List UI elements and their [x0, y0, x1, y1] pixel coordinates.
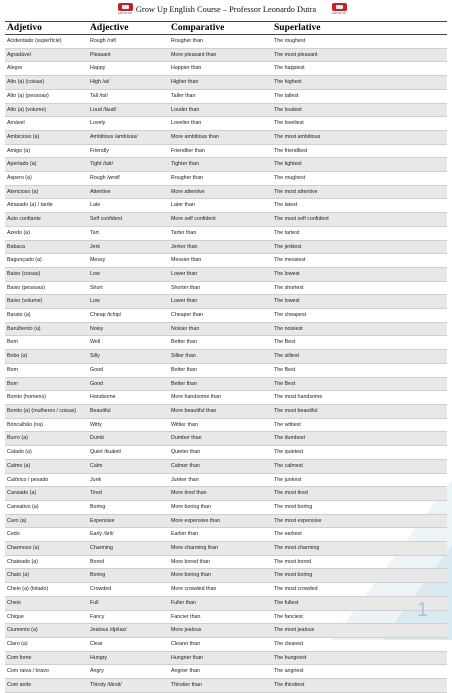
table-row: [5, 500, 447, 514]
comparative-cell: Angrier than: [169, 665, 272, 679]
adjective-cell: Noisy: [88, 322, 169, 336]
comparative-cell: Friendlier than: [169, 144, 272, 158]
comparative-cell: More self confident: [169, 213, 272, 227]
adjetivo-cell: Atrasado (a) / tarde: [5, 199, 88, 213]
adjetivo-cell: Ambicioso (a): [5, 130, 88, 144]
table-row: [5, 35, 447, 49]
comparative-cell: Taller than: [169, 89, 272, 103]
superlative-cell: The cheapest: [272, 309, 447, 323]
table-row: [5, 528, 447, 542]
adjective-cell: Boring: [88, 569, 169, 583]
comparative-cell: Rougher than: [169, 172, 272, 186]
comparative-cell: Cheaper than: [169, 309, 272, 323]
superlative-cell: The loveliest: [272, 117, 447, 131]
adjetivo-cell: Chateado (a): [5, 555, 88, 569]
superlative-cell: The tightest: [272, 158, 447, 172]
superlative-cell: The most pleasant: [272, 48, 447, 62]
adjective-cell: Witty: [88, 418, 169, 432]
comparative-cell: Fuller than: [169, 596, 272, 610]
comparative-cell: More tired than: [169, 487, 272, 501]
adjective-cell: Cheap /tchip/: [88, 309, 169, 323]
comparative-cell: Better than: [169, 377, 272, 391]
superlative-cell: The fullest: [272, 596, 447, 610]
adjetivo-cell: Alto (a) (pessoas): [5, 89, 88, 103]
adjective-cell: Jealous /djélas/: [88, 624, 169, 638]
adjective-cell: Tired: [88, 487, 169, 501]
superlative-cell: The lowest: [272, 295, 447, 309]
comparative-cell: Shorter than: [169, 281, 272, 295]
adjective-cell: Fancy: [88, 610, 169, 624]
adjetivo-cell: Cansado (a): [5, 487, 88, 501]
comparative-cell: Tighter than: [169, 158, 272, 172]
superlative-cell: The noisiest: [272, 322, 447, 336]
table-row: [5, 350, 447, 364]
superlative-cell: The most tired: [272, 487, 447, 501]
adjective-cell: Tight /tait/: [88, 158, 169, 172]
adjetivo-cell: Claro (a): [5, 637, 88, 651]
adjetivo-cell: Baixo (coisas): [5, 267, 88, 281]
adjective-cell: Thirsty /târsti/: [88, 679, 169, 693]
superlative-cell: The most beautiful: [272, 404, 447, 418]
adjetivo-cell: Cansativo (a): [5, 500, 88, 514]
column-header-comparative: Comparative: [169, 22, 272, 35]
adjetivo-cell: Amigo (a): [5, 144, 88, 158]
page-number: 1: [416, 599, 428, 621]
table-row: [5, 130, 447, 144]
table-row: [5, 610, 447, 624]
adjetivo-cell: Brincalhão (na): [5, 418, 88, 432]
superlative-cell: The jerkiest: [272, 240, 447, 254]
table-row: [5, 89, 447, 103]
table-row: [5, 651, 447, 665]
table-row: [5, 446, 447, 460]
superlative-cell: The loudest: [272, 103, 447, 117]
adjetivo-cell: Chique: [5, 610, 88, 624]
superlative-cell: The most jealous: [272, 624, 447, 638]
superlative-cell: The most boring: [272, 569, 447, 583]
table-row: [5, 637, 447, 651]
table-header-row: [5, 22, 447, 35]
adjective-cell: Happy: [88, 62, 169, 76]
adjetivo-cell: Cheio (a) (lotado): [5, 583, 88, 597]
superlative-cell: The earliest: [272, 528, 447, 542]
comparative-cell: More expensive than: [169, 514, 272, 528]
table-row: [5, 569, 447, 583]
superlative-cell: The tallest: [272, 89, 447, 103]
table-row: [5, 418, 447, 432]
comparative-cell: Junker than: [169, 473, 272, 487]
comparative-cell: Quieter than: [169, 446, 272, 460]
comparative-cell: Earlier than: [169, 528, 272, 542]
adjetivo-cell: Alto (a) (coisas): [5, 76, 88, 90]
adjective-cell: Clear: [88, 637, 169, 651]
adjective-cell: Full: [88, 596, 169, 610]
comparative-cell: Better than: [169, 363, 272, 377]
table-row: [5, 514, 447, 528]
adjective-cell: Angry: [88, 665, 169, 679]
adjetivo-cell: Charmoso (a): [5, 542, 88, 556]
adjective-cell: Tart: [88, 226, 169, 240]
adjective-cell: Jerk: [88, 240, 169, 254]
comparative-cell: Calmer than: [169, 459, 272, 473]
adjective-cell: Attentive: [88, 185, 169, 199]
adjective-cell: Junk: [88, 473, 169, 487]
superlative-cell: The highest: [272, 76, 447, 90]
adjetivo-cell: Bom: [5, 377, 88, 391]
table-row: [5, 185, 447, 199]
table-row: [5, 459, 447, 473]
table-row: [5, 583, 447, 597]
adjetivo-cell: Com sede: [5, 679, 88, 693]
comparative-cell: Lower than: [169, 267, 272, 281]
column-header-adjective: Adjective: [88, 22, 169, 35]
column-header-adjetivo: Adjetivo: [5, 22, 88, 35]
superlative-cell: The Best: [272, 377, 447, 391]
superlative-cell: The messiest: [272, 254, 447, 268]
adjective-cell: Self confident: [88, 213, 169, 227]
header-title: Grow Up English Course – Professor Leonardo Dutra: [135, 5, 317, 14]
adjective-cell: Late: [88, 199, 169, 213]
superlative-cell: The most boring: [272, 500, 447, 514]
superlative-cell: The clearest: [272, 637, 447, 651]
adjective-cell: Low: [88, 267, 169, 281]
table-row: [5, 267, 447, 281]
adjetivo-cell: Alegre: [5, 62, 88, 76]
comparative-cell: More beautiful than: [169, 404, 272, 418]
superlative-cell: The most ambitious: [272, 130, 447, 144]
flag-icon: [332, 3, 347, 11]
adjetivo-cell: Baixo (pessoas): [5, 281, 88, 295]
superlative-cell: The silliest: [272, 350, 447, 364]
adjective-cell: Rough /rəf/: [88, 35, 169, 49]
table-row: [5, 473, 447, 487]
table-row: [5, 172, 447, 186]
comparative-cell: More crowded than: [169, 583, 272, 597]
comparative-cell: More boring than: [169, 500, 272, 514]
adjetivo-cell: Ciumento (a): [5, 624, 88, 638]
superlative-cell: The happiest: [272, 62, 447, 76]
adjetivo-cell: Calado (a): [5, 446, 88, 460]
superlative-cell: The most self confident: [272, 213, 447, 227]
comparative-cell: More charming than: [169, 542, 272, 556]
adjetivo-cell: Bem: [5, 336, 88, 350]
table-body: [5, 35, 447, 693]
superlative-cell: The shortest: [272, 281, 447, 295]
comparative-cell: More bored than: [169, 555, 272, 569]
table-row: [5, 158, 447, 172]
table-row: [5, 103, 447, 117]
superlative-cell: The lowest: [272, 267, 447, 281]
table-row: [5, 62, 447, 76]
adjetivo-cell: Amável: [5, 117, 88, 131]
comparative-cell: Thirstier than: [169, 679, 272, 693]
adjetivo-cell: Agradável: [5, 48, 88, 62]
comparative-cell: Tarter than: [169, 226, 272, 240]
superlative-cell: The most handsome: [272, 391, 447, 405]
table-row: [5, 404, 447, 418]
superlative-cell: The fanciest: [272, 610, 447, 624]
adjetivo-cell: Azedo (a): [5, 226, 88, 240]
adjective-cell: Short: [88, 281, 169, 295]
table-row: [5, 254, 447, 268]
adjetivo-cell: Bom: [5, 363, 88, 377]
adjetivo-cell: Chato (a): [5, 569, 88, 583]
logo-caption-left: GROW UP: [117, 11, 133, 15]
table-row: [5, 391, 447, 405]
comparative-cell: Later than: [169, 199, 272, 213]
adjective-cell: Lovely: [88, 117, 169, 131]
comparative-cell: More attentive: [169, 185, 272, 199]
table-row: [5, 336, 447, 350]
table-row: [5, 117, 447, 131]
comparative-cell: Lovelier than: [169, 117, 272, 131]
superlative-cell: The most attentive: [272, 185, 447, 199]
table-row: [5, 144, 447, 158]
adjetivo-cell: Com fome: [5, 651, 88, 665]
table-row: [5, 363, 447, 377]
table-row: [5, 679, 447, 693]
logo-caption-right: GROW UP: [331, 11, 347, 15]
adjective-cell: Beautiful: [88, 404, 169, 418]
adjetivo-cell: Calórico / pesado: [5, 473, 88, 487]
adjective-cell: Tall /tol/: [88, 89, 169, 103]
adjetivo-cell: Acidentado (superfície): [5, 35, 88, 49]
comparative-cell: Dumber than: [169, 432, 272, 446]
adjective-cell: Hungry: [88, 651, 169, 665]
superlative-cell: The friendliest: [272, 144, 447, 158]
table-row: [5, 213, 447, 227]
adjetivo-cell: Caro (a): [5, 514, 88, 528]
superlative-cell: The most expensive: [272, 514, 447, 528]
adjetivo-cell: Áspero (a): [5, 172, 88, 186]
adjective-cell: Dumb: [88, 432, 169, 446]
superlative-cell: The most crowded: [272, 583, 447, 597]
table-row: [5, 48, 447, 62]
superlative-cell: The most bored: [272, 555, 447, 569]
table-row: [5, 240, 447, 254]
table-row: [5, 555, 447, 569]
adjective-cell: High /ai/: [88, 76, 169, 90]
comparative-cell: More pleasant than: [169, 48, 272, 62]
table-row: [5, 542, 447, 556]
comparative-cell: Fancier than: [169, 610, 272, 624]
table-row: [5, 665, 447, 679]
adjetivo-cell: Babaca: [5, 240, 88, 254]
adjectives-table-container: [5, 21, 447, 693]
adjetivo-cell: Barulhento (a): [5, 322, 88, 336]
adjective-cell: Quiet /kuáiet/: [88, 446, 169, 460]
table-row: [5, 295, 447, 309]
adjetivo-cell: Com raiva / bravo: [5, 665, 88, 679]
adjective-cell: Well: [88, 336, 169, 350]
superlative-cell: The angriest: [272, 665, 447, 679]
superlative-cell: The wittiest: [272, 418, 447, 432]
superlative-cell: The roughest: [272, 172, 447, 186]
adjective-cell: Pleasant: [88, 48, 169, 62]
column-header-superlative: Superlative: [272, 22, 447, 35]
comparative-cell: More boring than: [169, 569, 272, 583]
table-row: [5, 377, 447, 391]
comparative-cell: Rougher than: [169, 35, 272, 49]
comparative-cell: Higher than: [169, 76, 272, 90]
comparative-cell: Better than: [169, 336, 272, 350]
table-row: [5, 199, 447, 213]
comparative-cell: Noisier than: [169, 322, 272, 336]
table-row: [5, 309, 447, 323]
superlative-cell: The most charming: [272, 542, 447, 556]
adjective-cell: Calm: [88, 459, 169, 473]
adjetivo-cell: Cheio: [5, 596, 88, 610]
school-logo-right: [331, 3, 347, 17]
comparative-cell: Happier than: [169, 62, 272, 76]
table-row: [5, 226, 447, 240]
superlative-cell: The calmest: [272, 459, 447, 473]
adjetivo-cell: Bonito (homens): [5, 391, 88, 405]
comparative-cell: More handsome than: [169, 391, 272, 405]
superlative-cell: The quietest: [272, 446, 447, 460]
comparative-cell: Hungrier than: [169, 651, 272, 665]
superlative-cell: The hungriest: [272, 651, 447, 665]
adjetivo-cell: Auto confiante: [5, 213, 88, 227]
adjective-cell: Charming: [88, 542, 169, 556]
table-row: [5, 76, 447, 90]
adjective-cell: Bored: [88, 555, 169, 569]
table-row: [5, 624, 447, 638]
superlative-cell: The roughest: [272, 35, 447, 49]
table-row: [5, 281, 447, 295]
adjetivo-cell: Baixo (volume): [5, 295, 88, 309]
comparative-cell: Wittier than: [169, 418, 272, 432]
adjective-cell: Loud /láud/: [88, 103, 169, 117]
adjetivo-cell: Bobo (a): [5, 350, 88, 364]
table-row: [5, 596, 447, 610]
adjective-cell: Messy: [88, 254, 169, 268]
adjective-cell: Rough /wrəf/: [88, 172, 169, 186]
adjective-cell: Early /ârli/: [88, 528, 169, 542]
adjective-cell: Ambitious /ambíxas/: [88, 130, 169, 144]
adjective-cell: Expensive: [88, 514, 169, 528]
comparative-cell: Louder than: [169, 103, 272, 117]
adjective-cell: Friendly: [88, 144, 169, 158]
adjective-cell: Crowded: [88, 583, 169, 597]
adjetivo-cell: Atencioso (a): [5, 185, 88, 199]
comparative-cell: Lower than: [169, 295, 272, 309]
adjectives-table: [5, 21, 447, 693]
adjetivo-cell: Burro (a): [5, 432, 88, 446]
adjective-cell: Silly: [88, 350, 169, 364]
adjetivo-cell: Barato (a): [5, 309, 88, 323]
adjetivo-cell: Cedo: [5, 528, 88, 542]
comparative-cell: More ambitious than: [169, 130, 272, 144]
comparative-cell: Messier than: [169, 254, 272, 268]
comparative-cell: More jealous: [169, 624, 272, 638]
adjetivo-cell: Alto (a) (volume): [5, 103, 88, 117]
adjective-cell: Handsome: [88, 391, 169, 405]
adjective-cell: Good: [88, 377, 169, 391]
superlative-cell: The dumbest: [272, 432, 447, 446]
adjetivo-cell: Apertado (a): [5, 158, 88, 172]
superlative-cell: The latest: [272, 199, 447, 213]
table-row: [5, 432, 447, 446]
table-row: [5, 322, 447, 336]
table-row: [5, 487, 447, 501]
adjetivo-cell: Calmo (a): [5, 459, 88, 473]
adjective-cell: Boring: [88, 500, 169, 514]
comparative-cell: Sillier than: [169, 350, 272, 364]
superlative-cell: The Best: [272, 336, 447, 350]
superlative-cell: The junkest: [272, 473, 447, 487]
superlative-cell: The tartest: [272, 226, 447, 240]
adjetivo-cell: Bagunçado (a): [5, 254, 88, 268]
adjetivo-cell: Bonito (a) (mulheres / coisas): [5, 404, 88, 418]
adjective-cell: Low: [88, 295, 169, 309]
comparative-cell: Jerker than: [169, 240, 272, 254]
superlative-cell: The thirstiest: [272, 679, 447, 693]
superlative-cell: The Best: [272, 363, 447, 377]
comparative-cell: Clearer than: [169, 637, 272, 651]
adjective-cell: Good: [88, 363, 169, 377]
